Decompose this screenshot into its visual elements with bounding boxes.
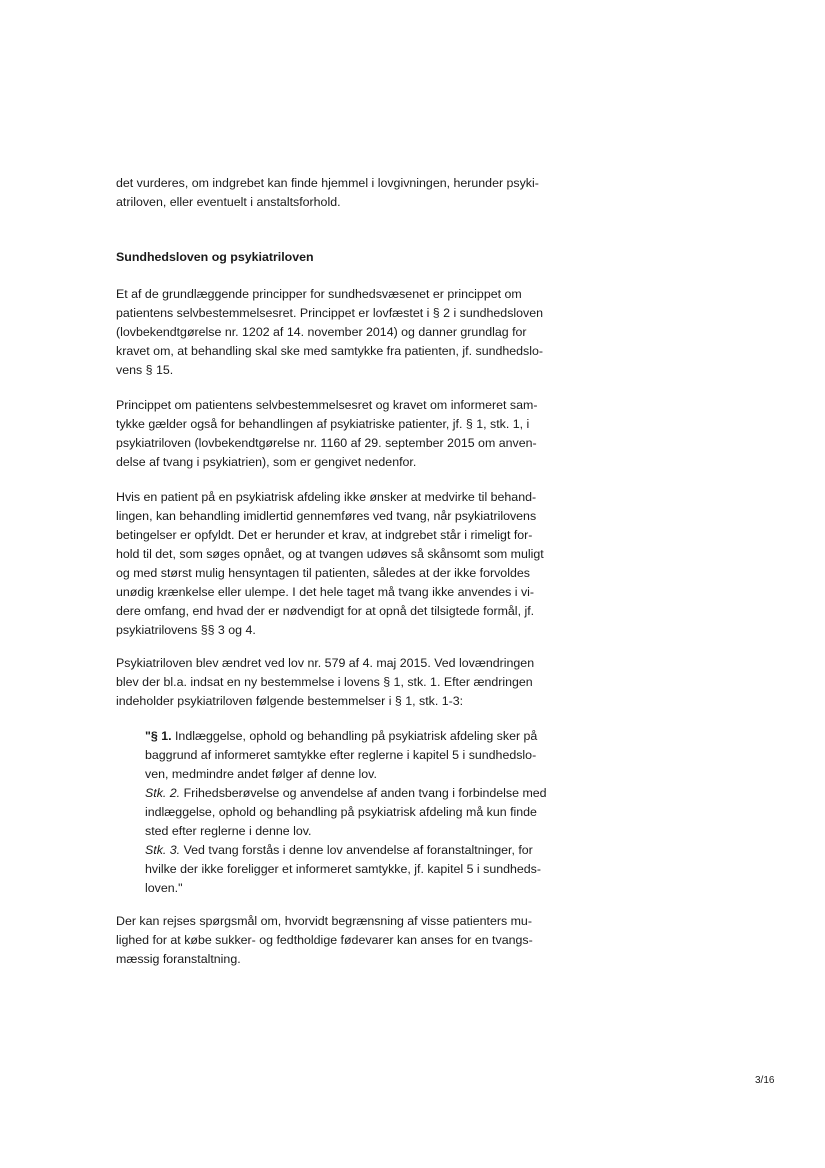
text-line: det vurderes, om indgrebet kan finde hjemmel i lovgivningen, herunder psyki-: [116, 176, 539, 190]
page-number: 3/16: [755, 1075, 775, 1086]
text-line: Psykiatriloven blev ændret ved lov nr. 579 af 4. maj 2015. Ved lovændringen: [116, 656, 535, 670]
text-line: tykke gælder også for behandlingen af psykiatriske patienter, jf. § 1, stk. 1, i: [116, 417, 530, 431]
text-line: indeholder psykiatriloven følgende bestemmelser i § 1, stk. 1-3:: [116, 694, 464, 708]
quote-line: [145, 784, 585, 803]
text-line: kravet om, at behandling skal ske med samtykke fra patienten, jf. sundhedslo-: [116, 344, 544, 358]
text-line: betingelser er opfyldt. Det er herunder et krav, at indgrebet står i rimeligt for-: [116, 528, 533, 542]
text-line: Princippet om patientens selvbestemmelsesret og kravet om informeret sam-: [116, 398, 538, 412]
quote-line: indlæggelse, ophold og behandling på psykiatrisk afdeling må kun finde: [145, 805, 537, 819]
quote-text: Ved tvang forstås i denne lov anvendelse af foranstaltninger, for: [180, 843, 533, 857]
text-line: psykiatrilovens §§ 3 og 4.: [116, 623, 256, 637]
text-line: og med størst mulig hensyntagen til patienten, således at der ikke forvoldes: [116, 566, 530, 580]
quote-line: ven, medmindre andet følger af denne lov.: [145, 767, 377, 781]
paragraph-informeret-samtykke: [116, 396, 586, 472]
text-line: blev der bl.a. indsat en ny bestemmelse i lovens § 1, stk. 1. Efter ændringen: [116, 675, 533, 689]
text-line: lingen, kan behandling imidlertid gennemføres ved tvang, når psykiatrilovens: [116, 509, 537, 523]
paragraph-spoergsmaal: [116, 912, 586, 969]
text-line: delse af tvang i psykiatrien), som er gengivet nedenfor.: [116, 455, 417, 469]
text-line: Et af de grundlæggende principper for sundhedsvæsenet er princippet om: [116, 287, 522, 301]
paragraph-lovaendring: [116, 654, 586, 711]
text-line: Hvis en patient på en psykiatrisk afdeling ikke ønsker at medvirke til behand-: [116, 490, 537, 504]
law-quote: [145, 727, 585, 898]
text-line: vens § 15.: [116, 363, 174, 377]
quote-line: hvilke der ikke foreligger et informeret samtykke, jf. kapitel 5 i sundheds-: [145, 862, 541, 876]
text-line: dere omfang, end hvad der er nødvendigt for at opnå det tilsigtede formål, jf.: [116, 604, 535, 618]
text-line: unødig krænkelse eller ulempe. I det hele taget må tvang ikke anvendes i vi-: [116, 585, 535, 599]
section-1-label: "§ 1.: [145, 729, 172, 743]
stk-2-label: Stk. 2.: [145, 786, 181, 800]
quote-text: Frihedsberøvelse og anvendelse af anden tvang i forbindelse med: [180, 786, 547, 800]
text-line: atriloven, eller eventuelt i anstaltsforhold.: [116, 195, 341, 209]
paragraph-tvang: [116, 488, 586, 640]
text-line: patientens selvbestemmelsesret. Princippet er lovfæstet i § 2 i sundhedsloven: [116, 306, 544, 320]
quote-text: Indlæggelse, ophold og behandling på psykiatrisk afdeling sker på: [171, 729, 538, 743]
section-heading: Sundhedsloven og psykiatriloven: [116, 250, 314, 264]
text-line: mæssig foranstaltning.: [116, 952, 241, 966]
intro-paragraph: [116, 174, 586, 212]
text-line: Der kan rejses spørgsmål om, hvorvidt begrænsning af visse patienters mu-: [116, 914, 532, 928]
quote-line: baggrund af informeret samtykke efter reglerne i kapitel 5 i sundhedslo-: [145, 748, 537, 762]
stk-3-label: Stk. 3.: [145, 843, 181, 857]
text-line: psykiatriloven (lovbekendtgørelse nr. 1160 af 29. september 2015 om anven-: [116, 436, 537, 450]
quote-line: [145, 841, 585, 860]
text-line: hold til det, som søges opnået, og at tvangen udøves så skånsomt som muligt: [116, 547, 544, 561]
quote-line: sted efter reglerne i denne lov.: [145, 824, 312, 838]
quote-line: loven.": [145, 881, 183, 895]
text-line: lighed for at købe sukker- og fedtholdige fødevarer kan anses for en tvangs-: [116, 933, 533, 947]
quote-line: [145, 727, 585, 746]
text-line: (lovbekendtgørelse nr. 1202 af 14. november 2014) og danner grundlag for: [116, 325, 527, 339]
paragraph-selvbestemmelsesret: [116, 285, 586, 380]
